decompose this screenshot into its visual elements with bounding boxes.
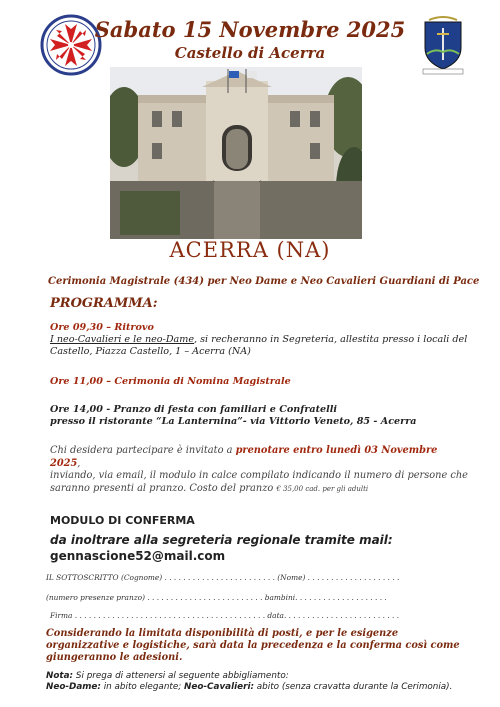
castle-photo	[110, 67, 362, 239]
availability-notice	[46, 628, 466, 664]
pranzo-place: presso il ristorante “La Lanternina”- via Vittorio Veneto, 85 - Acerra	[50, 416, 417, 427]
ritrovo-text-2: Castello, Piazza Castello, 1 – Acerra (NA)	[50, 346, 251, 357]
event-venue-subtitle: Castello di Acerra	[174, 44, 326, 62]
programma-item-cerimonia: Ore 11,00 – Cerimonia di Nomina Magistrale	[50, 376, 291, 387]
modulo-heading: MODULO DI CONFERMA	[50, 514, 195, 527]
booking-deadline: prenotare entro lunedì 03 Novembre 2025	[50, 445, 438, 469]
notice-line-1: Considerando la limitata disponibilità di posti, e per le esigenze	[46, 628, 399, 639]
ritrovo-time: Ore 09,30 – Ritrovo	[50, 322, 154, 333]
form-field-attendees[interactable]: (numero presenze pranzo) . . . . . . . . . . . . . . . . . . . . . . . . . bambini. . . . . . . . . . . . . . . . . . . .	[46, 593, 387, 602]
dame-label: Neo-Dame:	[46, 682, 101, 692]
modulo-send-instructions: da inoltrare alla segreteria regionale tramite mail:	[50, 533, 393, 547]
event-date-title: Sabato 15 Novembre 2025	[94, 17, 406, 42]
form-field-name[interactable]: IL SOTTOSCRITTO (Cognome) . . . . . . . . . . . . . . . . . . . . . . . . (Nome) . . . . . . . . . . . . . . . . . . . .	[46, 573, 400, 582]
invite-comma: ,	[77, 457, 81, 469]
nota-label: Nota:	[46, 671, 74, 681]
nota-text: Si prega di attenersi al seguente abbigliamento:	[73, 671, 289, 681]
city-crest-icon	[413, 14, 473, 76]
dress-code-note	[46, 671, 486, 693]
invitation-paragraph	[50, 445, 470, 495]
event-city-heading: ACERRA (NA)	[169, 238, 331, 262]
ceremony-description: Cerimonia Magistrale (434) per Neo Dame e Neo Cavalieri Guardiani di Pace	[48, 276, 480, 287]
notice-line-2: organizzative e logistiche, sarà data la precedenza e la conferma così come	[46, 640, 460, 651]
invite-text-pre: Chi desidera partecipare è invitato a	[50, 445, 236, 456]
notice-line-3: giungeranno le adesioni.	[46, 652, 183, 663]
contact-email[interactable]: gennascione52@mail.com	[50, 549, 226, 563]
invite-text-2: inviando, via email, il modulo in calce compilato indicando il numero di persone che	[50, 470, 468, 482]
programma-heading: PROGRAMMA:	[50, 296, 158, 311]
invite-text-3: saranno presenti al pranzo. Costo del pranzo	[50, 482, 277, 494]
lunch-cost: € 35,00 cad. per gli adulti	[276, 484, 369, 493]
dame-dress: in abito elegante;	[100, 682, 185, 692]
neo-members-label: I neo-Cavalieri e le neo-Dame	[50, 334, 195, 345]
ritrovo-text-1: , si recheranno in Segreteria, allestita presso i locali del	[194, 334, 468, 345]
cavalieri-label: Neo-Cavalieri:	[184, 682, 254, 692]
form-field-signature[interactable]: Firma . . . . . . . . . . . . . . . . . . . . . . . . . . . . . . . . . . . . . . . . . data. . . . . . . . . . . . . . . . . . . . . . . . .	[50, 611, 400, 620]
pranzo-time: Ore 14,00 - Pranzo di festa con familiari e Confratelli	[50, 404, 338, 415]
programma-item-pranzo	[50, 404, 470, 428]
cavalieri-dress: abito (senza cravatta durante la Cerimonia).	[254, 682, 453, 692]
programma-item-ritrovo	[50, 322, 470, 358]
